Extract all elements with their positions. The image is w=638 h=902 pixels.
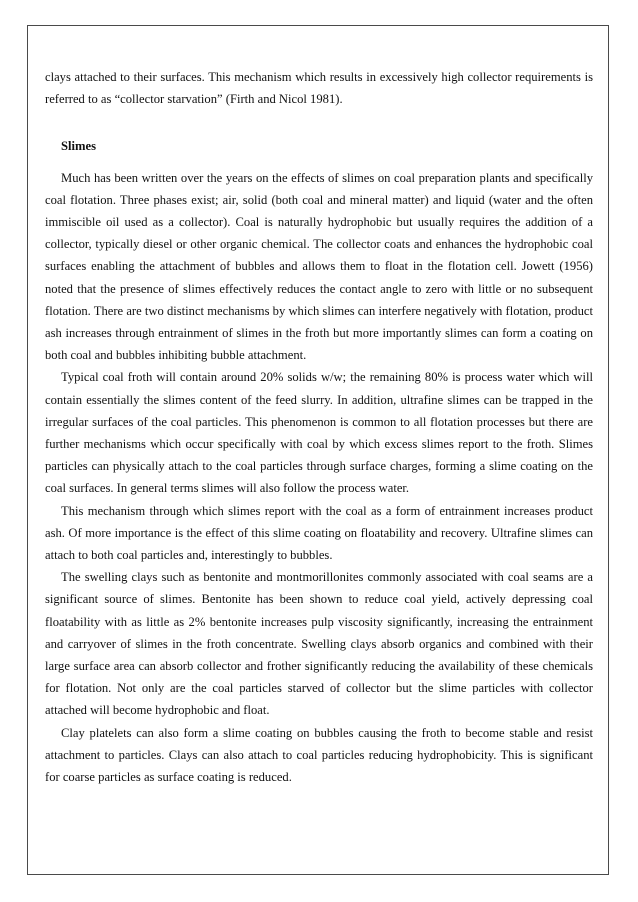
paragraph-coal-froth: Typical coal froth will contain around 20% solids w/w; the remaining 80% is process water which will contain essentially the slimes content of the feed slurry. In addition, ultrafine slimes can be trapped in the irregular surfaces of the coal particles. This phenomenon is common to all flotation processes but there are further mechanisms which occur specifically with coal by which excess slimes report to the froth. Slimes particles can physically attach to the coal particles through surface charges, forming a slime coating on the coal surfaces. In general terms slimes will also follow the process water.	[45, 370, 593, 496]
intro-paragraph: clays attached to their surfaces. This mechanism which results in excessively high collector requirements is referred to as “collector starvation” (Firth and Nicol 1981).	[45, 70, 593, 107]
paragraph-slimes-overview: Much has been written over the years on the effects of slimes on coal preparation plants and specifically coal flotation. Three phases exist; air, solid (both coal and mineral matter) and liquid (water and the often immiscible oil used as a collector). Coal is naturally hydrophobic but usually requires the addition of a collector, typically diesel or other organic chemical. The collector coats and enhances the hydrophobic coal surfaces enabling the attachment of bubbles and allows them to float in the flotation cell. Jowett (1956) noted that the presence of slimes effectively reduces the contact angle to zero with little or no subsequent flotation. There are two distinct mechanisms by which slimes can interfere negatively with flotation, product ash increases through entrainment of slimes in the froth but more importantly slimes can form a coating on both coal and bubbles inhibiting bubble attachment.	[45, 170, 593, 363]
paragraph-entrainment: This mechanism through which slimes report with the coal as a form of entrainment increases product ash. Of more importance is the effect of this slime coating on floatability and recovery. Ultrafine slimes can attach to both coal particles and, interestingly to bubbles.	[45, 503, 593, 563]
document-body	[45, 66, 593, 788]
paragraph-swelling-clays: The swelling clays such as bentonite and montmorillonites commonly associated with coal seams are a significant source of slimes. Bentonite has been shown to reduce coal yield, actively depressing coal floatability with as little as 2% bentonite increases pulp viscosity significantly, increasing the entrainment and carryover of slimes in the froth concentrate. Swelling clays absorb organics and combined with their large surface area can absorb collector and frother significantly reducing the availability of these chemicals for flotation. Not only are the coal particles starved of collector but the slime particles with collector attached will become hydrophobic and float.	[45, 570, 593, 718]
section-heading-slimes: Slimes	[61, 139, 96, 154]
paragraph-clay-platelets: Clay platelets can also form a slime coating on bubbles causing the froth to become stable and resist attachment to particles. Clays can also attach to coal particles reducing hydrophobicity. This is significant for coarse particles as surface coating is reduced.	[45, 725, 593, 785]
